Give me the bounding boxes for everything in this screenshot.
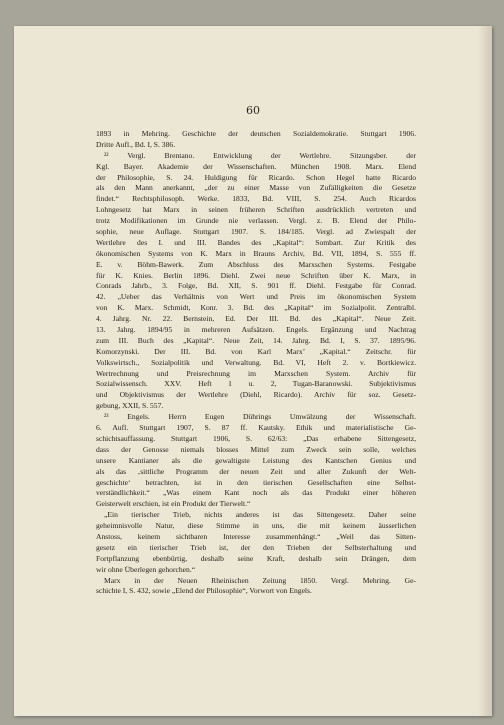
text-line: findet.“ Rechtsphilosoph. Werke. 1833, Bd. VIII, S. 254. Auch Ricardos [96, 194, 416, 204]
text-line: unsere Kantianer als die gewaltigste Leistung des Kantschen Genius und [96, 455, 416, 465]
text-line: geheimnisvolle Natur, diese Stimme in uns, die mit keinem äusserlichen [96, 521, 416, 531]
text-line: Fortpflanzung ebenbürtig, deshalb seine Kraft, deshalb sein Drängen, dem [96, 553, 416, 563]
text-line: E. v. Böhm-Bawerk. Zum Abschluss des Marxschen Systems. Festgabe [96, 259, 416, 269]
text-line: als das ‚sittliche Programm der neuen Zeit und aller Zukunft der Welt- [96, 466, 416, 476]
text-line: 4. Jahrg. Nr. 22. Bernstein, Ed. Der III. Bd. des „Kapital“. Neue Zeit. [96, 314, 416, 324]
text-line: trotz Modifikationen im Grunde nie verlassen. Vergl. z. B. Elend der Philo- [96, 216, 416, 226]
text-line: 1893 in Mehring. Geschichte der deutschen Sozialdemokratie. Stuttgart 1906. [96, 129, 416, 138]
text-line: von K. Marx. Schmidt, Konr. 3. Bd. des „Kapital“ im Sozialpolit. Zentralbl. [96, 303, 416, 313]
text-line: 13. Jahrg. 1894/95 in mehreren Aufsätzen. Engels. Ergänzung und Nachtrag [96, 325, 416, 335]
text-line: sophie, neue Auflage. Stuttgart 1907. S. 184/185. Vergl. ad Zwiespalt der [96, 227, 416, 237]
text-line: Geisterwelt erschien, ist ein Produkt der Tierwelt.“ [96, 499, 251, 509]
text-line: Marx in der Neuen Rheinischen Zeitung 1850. Vergl. Mehring. Ge- [104, 575, 416, 585]
page-number: 60 [246, 104, 260, 117]
text-line: ²² Vergl. Brentano. Entwicklung der Wertlehre. Sitzungsber. der [104, 150, 416, 160]
text-line: als den Mann anerkannt, „der zu einer Masse von Zufälligkeiten die Gesetze [96, 183, 416, 193]
text-line: gebung, XXII, S. 557. [96, 401, 164, 411]
text-line: Conrads Jahrb., 3. Folge, Bd. XII, S. 901 ff. Diehl. Festgabe für Conrad. [96, 281, 416, 291]
text-line: zum III. Buch des „Kapital“. Neue Zeit, 14. Jahrg. Bd. I, S. 37. 1895/96. [96, 335, 416, 345]
text-line: ²³ Engels. Herrn Eugen Dührings Umwälzung der Wissenschaft. [104, 412, 416, 422]
text-line: Lohngesetz hat Marx in seinen früheren Schriften ausdrücklich vertreten und [96, 205, 416, 215]
text-line: dass der Genosse niemals blosses Mittel zum Zweck sein solle, welches [96, 444, 416, 454]
text-line: Volkswirtsch., Sozialpolitik und Verwaltung. Bd. VI, Heft 2. v. Bortkiewicz. [96, 357, 416, 367]
text-line: Sozialwissensch. XXV. Heft 1 u. 2, Tugan-Baranowski. Subjektivismus [96, 379, 416, 389]
text-line: verständlichkeit.“ „Was einem Kant noch als das Produkt einer höheren [96, 488, 416, 498]
footnote-text-block [96, 129, 416, 597]
text-line: und Objektivismus der Wertlehre (Diehl, Ricardo). Archiv für soz. Gesetz- [96, 390, 416, 400]
text-line: Kgl. Bayer. Akademie der Wissenschaften. München 1908. Marx. Elend [96, 161, 416, 171]
text-line: 6. Aufl. Stuttgart 1907, S. 87 ff. Kautsky. Ethik und materialistische Ge- [96, 423, 416, 433]
text-line: geschichte‘ betrachten, ist in den tierischen Gesellschaften eine Selbst- [96, 477, 416, 487]
text-line: Dritte Aufl., Bd. I, S. 386. [96, 139, 176, 149]
text-line: der Philosophie, S. 24. Huldigung für Ricardo. Schon Hegel hatte Ricardo [96, 172, 416, 182]
text-line: schichtsauffassung. Stuttgart 1906, S. 62/63: „Das erhabene Sittengesetz, [96, 433, 416, 443]
text-line: schichte I, S. 432, sowie „Elend der Philosophie“, Vorwort von Engels. [96, 586, 312, 596]
text-line: Wertrechnung und Preisrechnung im Marxschen System. Archiv für [96, 368, 416, 378]
text-line: Komorzynski. Der III. Bd. von Karl Marx’ „Kapital.“ Zeitschr. für [96, 346, 416, 356]
text-line: gesetz ein tierischer Trieb ist, der den Trieben der Selbsterhaltung und [96, 542, 416, 552]
text-line: ökonomischen Systems von K. Marx in Brauns Archiv, Bd. VII, 1894, S. 555 ff. [96, 248, 416, 258]
text-line: „Ein tierischer Trieb, nichts anderes ist das Sittengesetz. Daher seine [104, 510, 416, 520]
book-page [14, 26, 492, 716]
text-line: für K. Knies. Berlin 1896. Diehl. Zwei neue Schriften über K. Marx, in [96, 270, 416, 280]
text-line: 42. „Ueber das Verhältnis von Wert und Preis im ökonomischen System [96, 292, 416, 302]
text-line: Anstoss, keinem sichtbaren Interesse zusammenhängt.“ „Weil das Sitten- [96, 531, 416, 541]
text-line: Wertlehre des I. und III. Bandes des „Kapital“: Sombart. Zur Kritik des [96, 237, 416, 247]
text-line: wir ohne Überlegen gehorchen.“ [96, 564, 196, 574]
